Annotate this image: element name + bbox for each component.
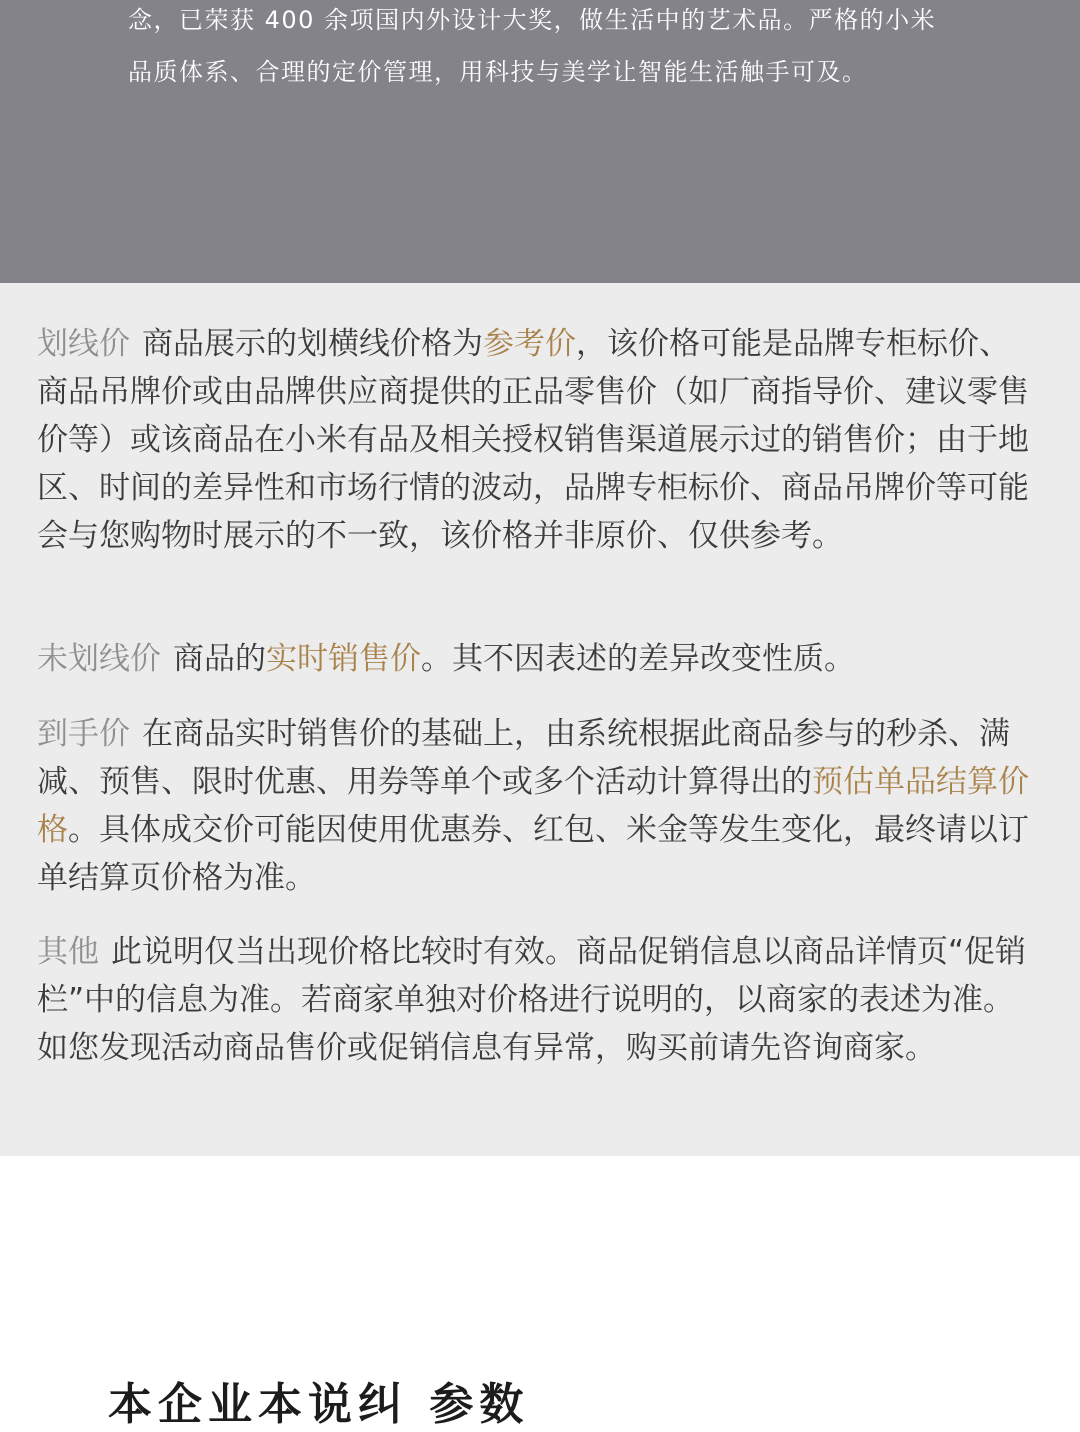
other-note (37, 928, 1037, 1072)
final-price-text-after: 。具体成交价可能因使用优惠券、红包、米金等发生变化，最终请以订单结算页价格为准。 (37, 812, 1029, 896)
next-section (0, 1156, 1080, 1430)
uncrossed-price-label: 未划线价 (37, 641, 161, 677)
final-price-highlight: 预估单品结算价格 (37, 764, 1029, 848)
final-price-note (37, 710, 1037, 902)
brand-intro-banner (0, 0, 1080, 283)
next-section-heading: 本企业本说纠 参数 (108, 1379, 530, 1430)
uncrossed-price-note (37, 635, 1037, 683)
uncrossed-price-text-after: 。其不因表述的差异改变性质。 (421, 641, 855, 677)
final-price-label: 到手价 (37, 716, 130, 752)
final-price-text-before: 在商品实时销售价的基础上，由系统根据此商品参与的秒杀、满减、预售、限时优惠、用券等单个或多个活动计算得出的 (37, 716, 1010, 800)
crossed-price-label: 划线价 (37, 326, 130, 362)
crossed-price-text-before: 商品展示的划横线价格为 (142, 326, 483, 362)
crossed-price-note (37, 320, 1037, 560)
crossed-price-text-after: ，该价格可能是品牌专柜标价、商品吊牌价或由品牌供应商提供的正品零售价（如厂商指导价、建议零售价等）或该商品在小米有品及相关授权销售渠道展示过的销售价；由于地区、时间的差异性和市场行情的波动，品牌专柜标价、商品吊牌价等可能会与您购物时展示的不一致，该价格并非原价、仅供参考。 (37, 326, 1029, 554)
uncrossed-price-highlight: 实时销售价 (266, 641, 421, 677)
brand-intro-line-2: 品质体系、合理的定价管理，用科技与美学让智能生活触手可及。 (128, 58, 868, 86)
brand-intro-line-1: 念，已荣获 400 余项国内外设计大奖，做生活中的艺术品。严格的小米 (128, 6, 937, 34)
price-explanation-panel (0, 283, 1080, 1156)
other-text: 此说明仅当出现价格比较时有效。商品促销信息以商品详情页“促销栏”中的信息为准。若商家单独对价格进行说明的，以商家的表述为准。如您发现活动商品售价或促销信息有异常，购买前请先咨询商家。 (37, 934, 1027, 1066)
other-label: 其他 (37, 934, 99, 970)
crossed-price-highlight: 参考价 (483, 326, 576, 362)
uncrossed-price-text-before: 商品的 (173, 641, 266, 677)
